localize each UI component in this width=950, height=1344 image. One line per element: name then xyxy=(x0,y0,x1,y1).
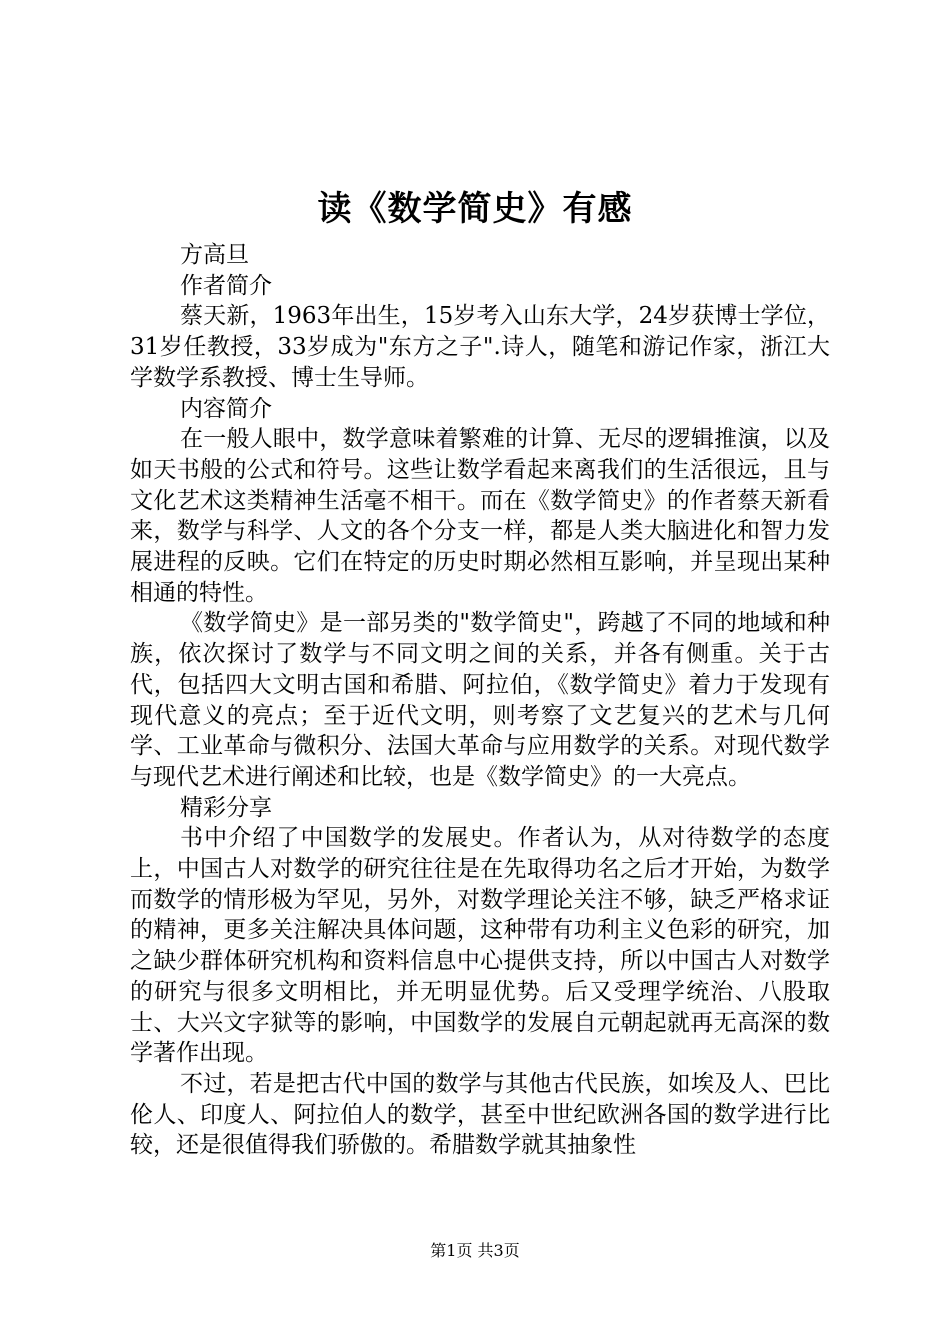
document-body xyxy=(130,240,830,1161)
content-paragraph-1: 在一般人眼中，数学意味着繁难的计算、无尽的逻辑推演，以及如天书般的公式和符号。这些让数学看起来离我们的生活很远，且与文化艺术这类精神生活毫不相干。而在《数学简史》的作者蔡天新看来，数学与科学、人文的各个分支一样，都是人类大脑进化和智力发展进程的反映。它们在特定的历史时期必然相互影响，并呈现出某种相通的特性。 xyxy=(130,426,830,606)
content-intro-heading: 内容简介 xyxy=(180,395,272,422)
author-intro-heading: 作者简介 xyxy=(180,272,272,299)
highlights-paragraph-2: 不过，若是把古代中国的数学与其他古代民族，如埃及人、巴比伦人、印度人、阿拉伯人的数学，甚至中世纪欧洲各国的数学进行比较，还是很值得我们骄傲的。希腊数学就其抽象性 xyxy=(130,1070,830,1159)
content-paragraph-2: 《数学简史》是一部另类的"数学简史"，跨越了不同的地域和种族，依次探讨了数学与不同文明之间的关系，并各有侧重。关于古代，包括四大文明古国和希腊、阿拉伯，《数学简史》着力于发现有现代意义的亮点；至于近代文明，则考察了文艺复兴的艺术与几何学、工业革命与微积分、法国大革命与应用数学的关系。对现代数学与现代艺术进行阐述和比较，也是《数学简史》的一大亮点。 xyxy=(130,610,830,790)
author-intro-paragraph: 蔡天新，1963年出生，15岁考入山东大学，24岁获博士学位，31岁任教授，33岁成为"东方之子".诗人，随笔和游记作家，浙江大学数学系教授、博士生导师。 xyxy=(130,303,830,391)
author-name: 方高旦 xyxy=(180,242,249,268)
page-footer: 第1页 共3页 xyxy=(430,1241,520,1260)
highlights-heading: 精彩分享 xyxy=(180,794,272,821)
highlights-paragraph-1: 书中介绍了中国数学的发展史。作者认为，从对待数学的态度上，中国古人对数学的研究往往是在先取得功名之后才开始，为数学而数学的情形极为罕见，另外，对数学理论关注不够，缺乏严格求证的精神，更多关注解决具体问题，这种带有功利主义色彩的研究，加之缺少群体研究机构和资料信息中心提供支持，所以中国古人对数学的研究与很多文明相比，并无明显优势。后又受理学统治、八股取士、大兴文字狱等的影响，中国数学的发展自元朝起就再无高深的数学著作出现。 xyxy=(130,825,830,1067)
document-title: 读《数学简史》有感 xyxy=(317,189,633,229)
